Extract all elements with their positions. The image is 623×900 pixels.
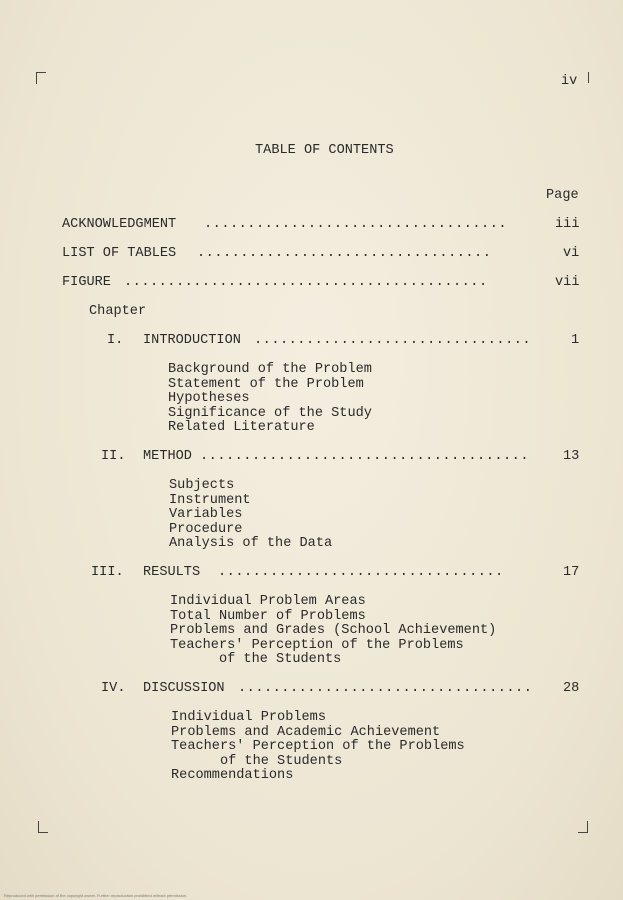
- section-item: Related Literature: [168, 420, 315, 435]
- chapter-title: RESULTS: [143, 565, 201, 580]
- entry-label: LIST OF TABLES: [62, 246, 177, 261]
- chapter-numeral: IV.: [101, 681, 126, 696]
- entry-page: vi: [563, 246, 580, 261]
- page-column-header: Page: [546, 188, 579, 203]
- crop-mark-bottom-left: [38, 821, 48, 833]
- entry-page: iii: [555, 217, 580, 232]
- leader-dots: ................................: [254, 333, 532, 348]
- entry-page: vii: [555, 275, 580, 290]
- chapter-page: 17: [563, 565, 580, 580]
- section-item: Hypotheses: [168, 391, 250, 406]
- section-item: Procedure: [169, 521, 243, 537]
- chapter-numeral: II.: [101, 449, 126, 464]
- section-item: Problems and Academic Achievement: [171, 724, 441, 740]
- section-item: Teachers' Perception of the Problems: [171, 739, 465, 754]
- chapter-column-header: Chapter: [89, 304, 147, 319]
- entry-label: ACKNOWLEDGMENT: [62, 217, 177, 232]
- leader-dots: ..................................: [197, 246, 492, 261]
- section-item: Recommendations: [171, 768, 294, 783]
- section-item: Individual Problem Areas: [170, 594, 366, 609]
- chapter-page: 1: [571, 333, 580, 348]
- leader-dots: ..................................: [238, 681, 533, 696]
- leader-dots: ...................................: [204, 217, 508, 232]
- chapter-title: METHOD: [143, 449, 192, 464]
- section-item: of the Students: [170, 652, 342, 667]
- chapter-numeral: III.: [91, 565, 124, 580]
- section-item: Instrument: [169, 492, 251, 508]
- entry-label: FIGURE: [62, 275, 111, 290]
- chapter-page: 28: [563, 681, 580, 696]
- chapter-title: DISCUSSION: [143, 681, 225, 696]
- section-item: Statement of the Problem: [168, 376, 364, 392]
- page-number: iv: [561, 74, 578, 89]
- section-item: Problems and Grades (School Achievement): [170, 623, 497, 638]
- section-item: Variables: [169, 507, 243, 522]
- section-item: Background of the Problem: [168, 362, 372, 377]
- crop-mark-top-right: [579, 72, 589, 83]
- section-item: Teachers' Perception of the Problems: [170, 637, 464, 653]
- chapter-numeral: I.: [107, 333, 124, 348]
- chapter-title: INTRODUCTION: [143, 333, 241, 348]
- page-title: TABLE OF CONTENTS: [255, 143, 394, 158]
- section-item: of the Students: [171, 753, 343, 769]
- leader-dots: .................................: [218, 565, 504, 580]
- section-item: Analysis of the Data: [169, 536, 333, 551]
- section-item: Total Number of Problems: [170, 608, 366, 624]
- leader-dots: ..........................................: [124, 275, 488, 290]
- chapter-page: 13: [563, 449, 580, 464]
- crop-mark-bottom-right: [578, 821, 588, 833]
- section-item: Significance of the Study: [168, 405, 372, 421]
- section-item: Subjects: [169, 478, 235, 493]
- crop-mark-top-left: [36, 72, 46, 84]
- section-item: Individual Problems: [171, 710, 326, 725]
- reproduction-notice: Reproduced with permission of the copyright owner. Further reproduction prohibited without permission.: [4, 893, 188, 898]
- leader-dots: ......................................: [200, 449, 529, 464]
